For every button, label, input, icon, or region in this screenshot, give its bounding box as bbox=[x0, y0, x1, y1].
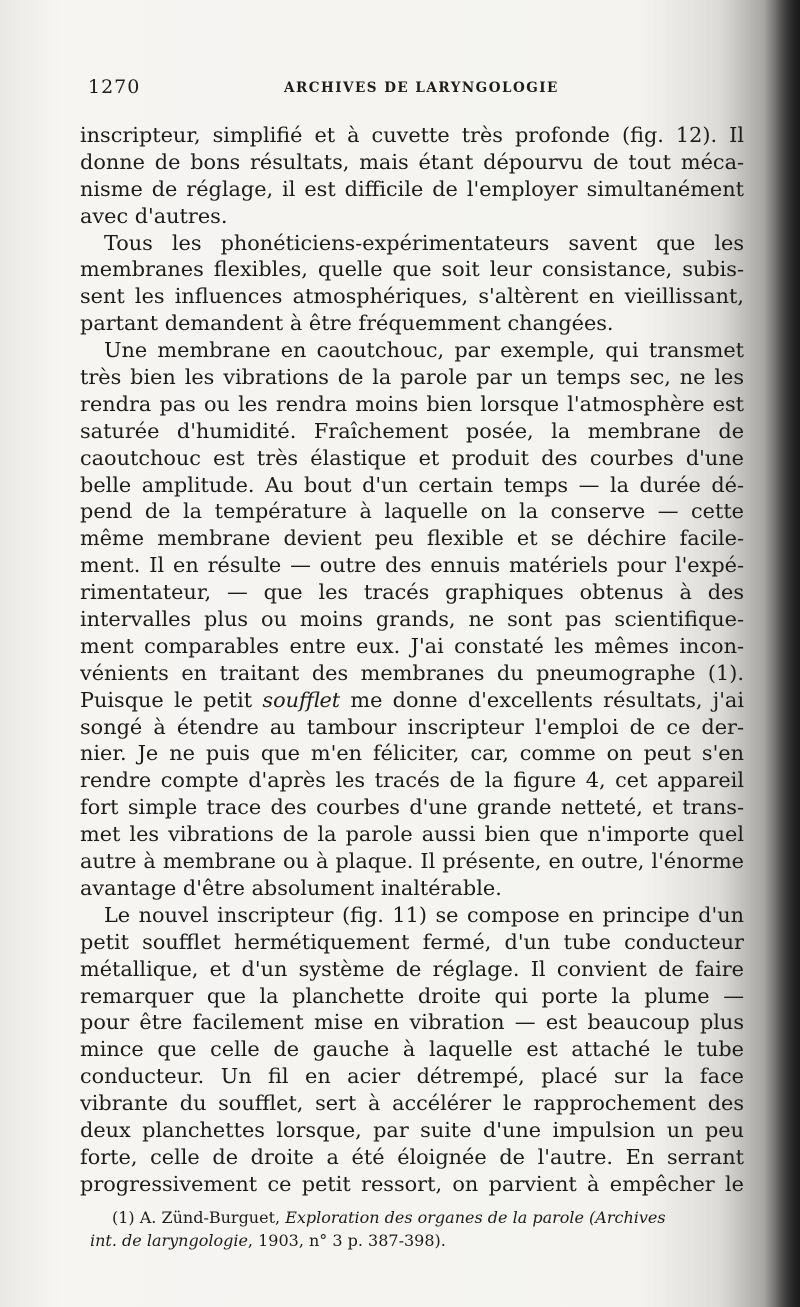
binding-gutter-shadow bbox=[764, 0, 800, 1307]
body-line: rimentateur, — que les tracés graphiques obtenus à des bbox=[80, 580, 744, 605]
body-line: sent les influences atmosphériques, s'altèrent en vieillissant, bbox=[80, 284, 744, 309]
footnote-title: Exploration des organes de la parole (Archives bbox=[285, 1208, 666, 1227]
body-line: Le nouvel inscripteur (fig. 11) se compose en principe d'un bbox=[104, 902, 744, 927]
body-line: Tous les phonéticiens-expérimentateurs savent que les bbox=[104, 230, 744, 255]
body-line: autre à membrane ou à plaque. Il présente, en outre, l'énorme bbox=[80, 849, 744, 874]
body-line: pend de la température à laquelle on la conserve — cette bbox=[80, 499, 744, 524]
body-line: mince que celle de gauche à laquelle est attaché le tube bbox=[80, 1037, 744, 1062]
body-line: songé à étendre au tambour inscripteur l'emploi de ce der- bbox=[80, 714, 744, 739]
body-line: remarquer que la planchette droite qui porte la plume — bbox=[80, 983, 744, 1008]
page-header bbox=[88, 76, 738, 102]
body-line: donne de bons résultats, mais étant dépourvu de tout méca- bbox=[80, 149, 744, 174]
body-line: belle amplitude. Au bout d'un certain temps — la durée dé- bbox=[80, 472, 744, 497]
body-line: avec d'autres. bbox=[80, 203, 228, 228]
body-line: fort simple trace des courbes d'une grande netteté, et trans- bbox=[80, 795, 744, 820]
body-line: saturée d'humidité. Fraîchement posée, la membrane de bbox=[80, 418, 744, 443]
footnote-line-1 bbox=[90, 1206, 750, 1229]
body-line: forte, celle de droite a été éloignée de l'autre. En serrant bbox=[80, 1144, 744, 1169]
body-line: intervalles plus ou moins grands, ne sont pas scientifique- bbox=[80, 607, 744, 632]
body-line: met les vibrations de la parole aussi bien que n'importe quel bbox=[80, 822, 744, 847]
body-line: avantage d'être absolument inaltérable. bbox=[80, 875, 502, 900]
body-line: Une membrane en caoutchouc, par exemple, qui transmet bbox=[104, 338, 744, 363]
body-line: membranes flexibles, quelle que soit leur consistance, subis- bbox=[80, 257, 744, 282]
body-line: petit soufflet hermétiquement fermé, d'un tube conducteur bbox=[80, 929, 744, 954]
body-line: ment. Il en résulte — outre des ennuis matériels pour l'expé- bbox=[80, 553, 744, 578]
body-line: progressivement ce petit ressort, on parvient à empêcher le bbox=[80, 1171, 744, 1196]
footnote bbox=[90, 1206, 750, 1252]
body-line: nier. Je ne puis que m'en féliciter, car, comme on peut s'en bbox=[80, 741, 744, 766]
body-line: inscripteur, simplifié et à cuvette très profonde (fig. 12). Il bbox=[80, 123, 744, 147]
footnote-line-2 bbox=[90, 1229, 750, 1252]
body-line: métallique, et d'un système de réglage. Il convient de faire bbox=[80, 956, 744, 981]
body-text bbox=[80, 122, 744, 1197]
body-line: caoutchouc est très élastique et produit des courbes d'une bbox=[80, 445, 744, 470]
italic-term: soufflet bbox=[262, 687, 341, 712]
body-line: même membrane devient peu flexible et se déchire facile- bbox=[80, 526, 744, 551]
body-line: rendra pas ou les rendra moins bien lorsque l'atmosphère est bbox=[80, 391, 744, 416]
running-head: ARCHIVES DE LARYNGOLOGIE bbox=[284, 80, 559, 96]
body-line: vibrante du soufflet, sert à accélérer le rapprochement des bbox=[80, 1091, 744, 1116]
body-line: Puisque le petit soufflet me donne d'excellents résultats, j'ai bbox=[80, 687, 744, 712]
page-number: 1270 bbox=[88, 76, 141, 98]
body-line: rendre compte d'après les tracés de la figure 4, cet appareil bbox=[80, 768, 744, 793]
body-line: pour être facilement mise en vibration — est beaucoup plus bbox=[80, 1010, 744, 1035]
body-line: ment comparables entre eux. J'ai constaté les mêmes incon- bbox=[80, 633, 744, 658]
body-line: vénients en traitant des membranes du pneumographe (1). bbox=[80, 660, 744, 685]
body-line: deux planchettes lorsque, par suite d'une impulsion un peu bbox=[80, 1117, 744, 1142]
footnote-journal: int. de laryngologie bbox=[90, 1231, 248, 1250]
footnote-prefix: (1) A. Zünd-Burguet, bbox=[112, 1208, 286, 1227]
footnote-citation: , 1903, n° 3 p. 387-398). bbox=[247, 1231, 446, 1250]
body-line: nisme de réglage, il est difficile de l'employer simultanément bbox=[80, 176, 744, 201]
body-line: très bien les vibrations de la parole par un temps sec, ne les bbox=[80, 365, 744, 390]
body-line: partant demandent à être fréquemment changées. bbox=[80, 311, 614, 336]
body-line: conducteur. Un fil en acier détrempé, placé sur la face bbox=[80, 1064, 744, 1089]
